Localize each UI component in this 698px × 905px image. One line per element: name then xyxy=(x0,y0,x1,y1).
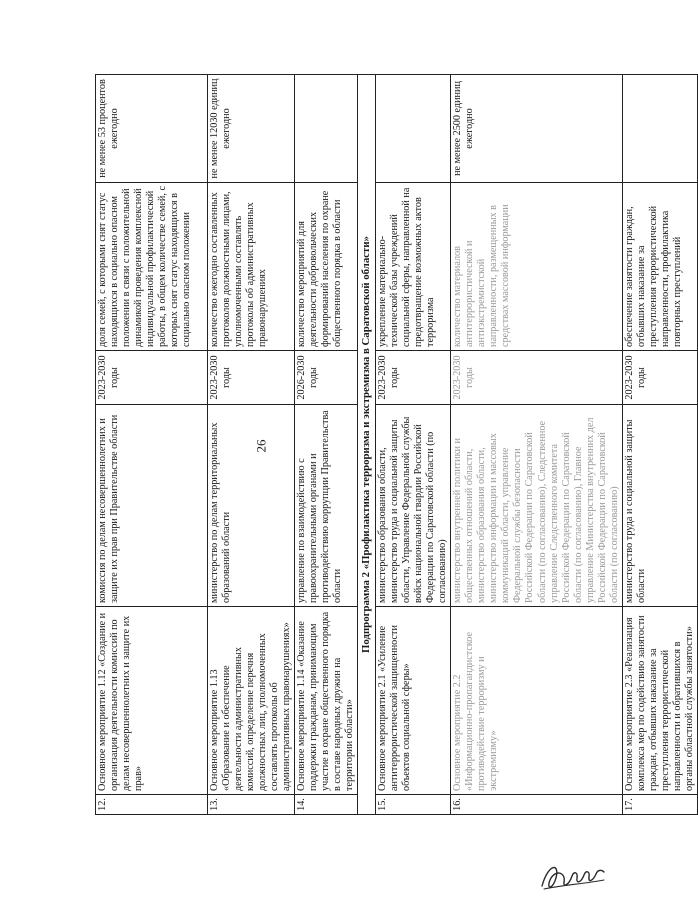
event-cell: Основное мероприятие 2.1 «Усиление антитеррористической защищенности объектов социальной сферы» xyxy=(376,607,451,795)
rotated-content xyxy=(95,75,695,815)
executor-cell: министерство внутренней политики и общественных отношений области, министерство образования области, министерство информации и массовых коммуникаций области, управление Федеральной службы безопасности Российской Федерации по Саратовской области (по согласованию), Следственное управление Следственного комитета Российской Федерации по Саратовской области (по согласованию), Главное управление Министерства внутренних дел Российской Федерации по Саратовской области (по согласованию) xyxy=(451,405,622,607)
period-cell: 2023-2030 годы xyxy=(208,351,295,405)
row-number: 14. xyxy=(295,795,358,815)
row-number: 15. xyxy=(376,795,451,815)
target-cell xyxy=(376,75,451,183)
event-cell: Основное мероприятие 1.12 «Создание и организация деятельности комиссий по делам несовершеннолетних и защите их прав» xyxy=(96,607,208,795)
row-number: 12. xyxy=(96,795,208,815)
indicator-cell: количество ежегодно составленных протоколов должностными лицами, уполномоченными составлять протоколы об административных правонарушениях xyxy=(208,183,295,351)
indicator-cell: обеспечение занятости граждан, отбывших наказание за преступления террористической направленности, профилактика повторных преступлений xyxy=(622,183,697,351)
period-cell: 2023-2030 годы xyxy=(451,351,622,405)
section-header-row xyxy=(358,75,376,815)
indicator-cell: укрепление материально-технической базы учреждений социальной сферы, направленной на предотвращение возможных актов терроризма xyxy=(376,183,451,351)
program-events-table xyxy=(95,74,698,815)
signature-mark xyxy=(538,858,608,896)
period-cell: 2023-2030 годы xyxy=(96,351,208,405)
target-cell: не менее 12030 единиц ежегодно xyxy=(208,75,295,183)
indicator-cell: количество мероприятий для деятельности добровольческих формирований населения по охране общественного порядка в области xyxy=(295,183,358,351)
indicator-cell: доля семей, с которыми снят статус находящихся в социально опасном положении в связи с положительной динамикой проведения комплексной индивидуальной профилактической работы, в общем количестве семей, с которых снят статус находящихся в социально опасном положении xyxy=(96,183,208,351)
row-number: 17. xyxy=(622,795,697,815)
executor-cell: министерство труда и социальной защиты области xyxy=(622,405,697,607)
row-number: 13. xyxy=(208,795,295,815)
target-cell: не менее 53 процентов ежегодно xyxy=(96,75,208,183)
indicator-cell: количество материалов антитеррористической и антиэкстремистской направленности, размещенных в средствах массовой информации xyxy=(451,183,622,351)
target-cell xyxy=(622,75,697,183)
executor-cell: министерство образования области, министерство труда и социальной защиты области, Управление Федеральной службы войск национальной гвардии Российской Федерации по Саратовской области (по согласованию) xyxy=(376,405,451,607)
executor-cell: министерство по делам территориальных образований области xyxy=(208,405,295,607)
table-row xyxy=(208,75,295,815)
target-cell: не менее 2500 единиц ежегодно xyxy=(451,75,622,183)
event-cell: Основное мероприятие 2.3 «Реализация комплекса мер по содействию занятости граждан, отбывших наказание за преступления террористической направленности и обратившихся в органы областной службы занятости» xyxy=(622,607,697,795)
table-row xyxy=(451,75,622,815)
table-row xyxy=(622,75,697,815)
executor-cell: комиссия по делам несовершеннолетних и защите их прав при Правительстве области xyxy=(96,405,208,607)
executor-cell: управление по взаимодействию с правоохранительными органами и противодействию коррупции Правительства области xyxy=(295,405,358,607)
period-cell: 2023-2030 годы xyxy=(376,351,451,405)
event-cell: Основное мероприятие 1.14 «Оказание поддержки гражданам, принимающим участие в охране общественного порядка в составе народных дружин на территории области» xyxy=(295,607,358,795)
row-number: 16. xyxy=(451,795,622,815)
period-cell: 2023-2030 годы xyxy=(622,351,697,405)
target-cell xyxy=(295,75,358,183)
event-cell: Основное мероприятие 1.13 «Образование и обеспечение деятельности административных комиссий, определение перечня должностных лиц, уполномоченных составлять протоколы об административных правонарушениях» xyxy=(208,607,295,795)
period-cell: 2026-2030 годы xyxy=(295,351,358,405)
event-cell: Основное мероприятие 2.2 «Информационно-пропагандистское противодействие терроризму и экстремизму» xyxy=(451,607,622,795)
table-row xyxy=(295,75,358,815)
table-row xyxy=(376,75,451,815)
table-row xyxy=(96,75,208,815)
section-title: Подпрограмма 2 «Профилактика терроризма и экстремизма в Саратовской области» xyxy=(358,75,376,815)
page-number: 26 xyxy=(253,439,269,453)
